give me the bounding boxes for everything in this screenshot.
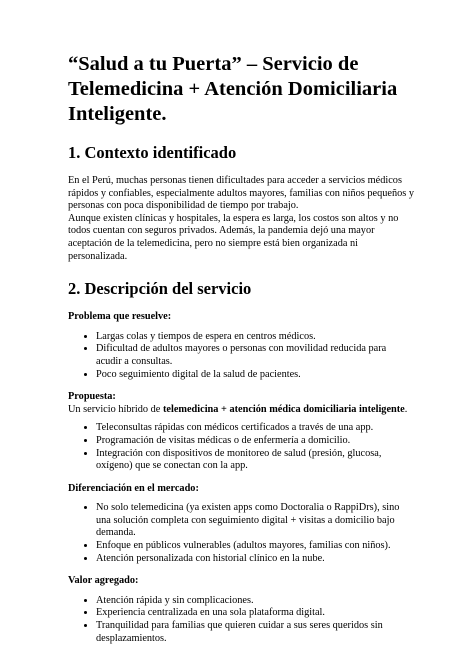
proposal-block [68,391,414,416]
list-item: • Largas colas y tiempos de espera en centros médicos. [96,331,414,344]
list-item: • Dificultad de adultos mayores o personas con movilidad reducida para acudir a consultas. [96,343,414,368]
proposal-text-bold: telemedicina + atención médica domiciliaria inteligente [162,403,405,415]
document-title: “Salud a tu Puerta” – Servicio de Telemedicina + Atención Domiciliaria Inteligente. [68,53,398,125]
proposal-text-pre: Un servicio híbrido de [68,403,163,415]
list-item: • Poco seguimiento digital de la salud de pacientes. [96,369,414,382]
problem-label: Problema que resuelve: [68,311,172,323]
list-item: • Integración con dispositivos de monitoreo de salud (presión, glucosa, oxígeno) que se conectan con la app. [96,448,414,473]
proposal-text [68,404,414,417]
section1-heading: 1. Contexto identificado [68,143,237,162]
section1-body [68,175,414,263]
value-label: Valor agregado: [68,575,139,587]
list-item: • Tranquilidad para familias que quieren cuidar a sus seres queridos sin desplazamientos. [96,620,414,645]
differentiation-label: Diferenciación en el mercado: [68,482,199,494]
list-item: • No solo telemedicina (ya existen apps como Doctoralia o RappiDrs), sino una solución completa con seguimiento digital + visitas a domicilio bajo demanda. [96,502,414,540]
list-item: • Atención personalizada con historial clínico en la nube. [96,553,414,566]
problem-list [68,331,414,381]
context-paragraph-1: En el Perú, muchas personas tienen dificultades para acceder a servicios médicos rápidos y confiables, especialmente adultos mayores, familias con niños pequeños y personas con poca disponibilidad de tiempo por trabajo. [68,175,414,212]
value-list [68,595,414,645]
list-item: • Programación de visitas médicas o de enfermería a domicilio. [96,435,414,448]
context-paragraph-2: Aunque existen clínicas y hospitales, la espera es larga, los costos son altos y no todos cuentan con seguros privados. Además, la pandemia dejó una mayor aceptación de la telemedicina, pero no siempre está bien organizada ni personalizada. [68,212,399,262]
list-item: • Teleconsultas rápidas con médicos certificados a través de una app. [96,422,414,435]
proposal-list [68,422,414,472]
proposal-label: Propuesta: [68,391,116,403]
list-item: • Atención rápida y sin complicaciones. [96,595,414,608]
list-item: • Enfoque en públicos vulnerables (adultos mayores, familias con niños). [96,540,414,553]
list-item: • Experiencia centralizada en una sola plataforma digital. [96,607,414,620]
proposal-text-post: . [404,403,408,415]
differentiation-list [68,502,414,565]
section2-heading: 2. Descripción del servicio [68,279,252,299]
